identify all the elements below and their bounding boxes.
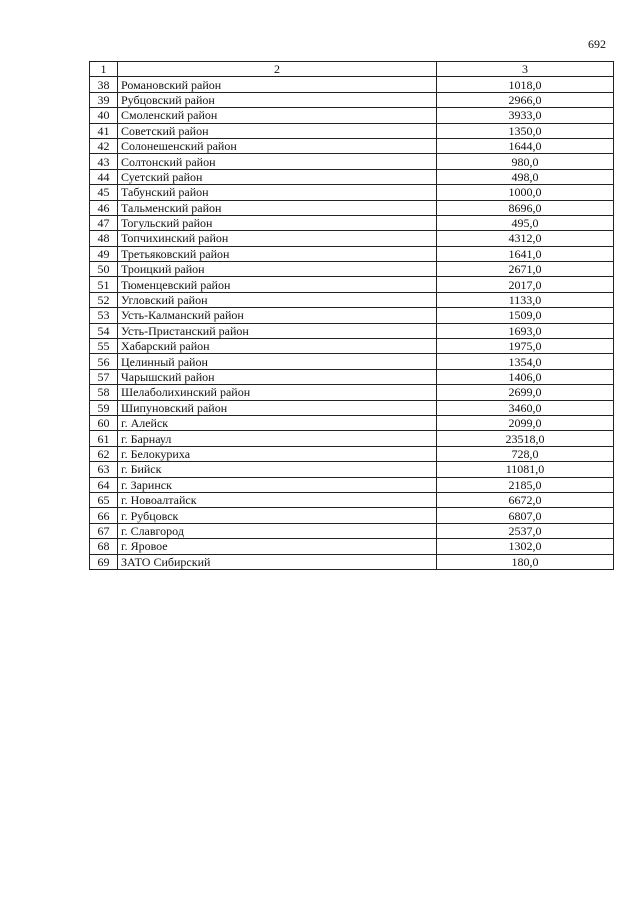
- row-name-cell: Троицкий район: [118, 262, 437, 277]
- header-cell-name: 2: [118, 62, 437, 77]
- table-row: [90, 446, 614, 461]
- row-value-cell: 3460,0: [437, 400, 614, 415]
- row-name-cell: Шелаболихинский район: [118, 385, 437, 400]
- table-row: [90, 185, 614, 200]
- row-number-cell: 68: [90, 539, 118, 554]
- table-row: [90, 292, 614, 307]
- table-row: [90, 339, 614, 354]
- row-name-cell: Суетский район: [118, 169, 437, 184]
- row-value-cell: 495,0: [437, 215, 614, 230]
- data-table: [89, 61, 614, 570]
- table-header-row: [90, 62, 614, 77]
- row-number-cell: 55: [90, 339, 118, 354]
- table-row: [90, 400, 614, 415]
- row-value-cell: 498,0: [437, 169, 614, 184]
- table-row: [90, 462, 614, 477]
- row-value-cell: 728,0: [437, 446, 614, 461]
- header-cell-number: 1: [90, 62, 118, 77]
- table-row: [90, 169, 614, 184]
- row-name-cell: г. Заринск: [118, 477, 437, 492]
- row-number-cell: 43: [90, 154, 118, 169]
- row-value-cell: 1641,0: [437, 246, 614, 261]
- row-value-cell: 2017,0: [437, 277, 614, 292]
- table-row: [90, 354, 614, 369]
- row-value-cell: 1354,0: [437, 354, 614, 369]
- row-value-cell: 4312,0: [437, 231, 614, 246]
- row-name-cell: Тальменский район: [118, 200, 437, 215]
- row-number-cell: 42: [90, 138, 118, 153]
- table-row: [90, 154, 614, 169]
- row-value-cell: 1018,0: [437, 77, 614, 92]
- row-value-cell: 1133,0: [437, 292, 614, 307]
- row-number-cell: 51: [90, 277, 118, 292]
- page-number: 692: [588, 37, 606, 51]
- row-name-cell: Хабарский район: [118, 339, 437, 354]
- row-value-cell: 980,0: [437, 154, 614, 169]
- row-value-cell: 11081,0: [437, 462, 614, 477]
- row-number-cell: 46: [90, 200, 118, 215]
- row-name-cell: г. Рубцовск: [118, 508, 437, 523]
- table-row: [90, 492, 614, 507]
- row-number-cell: 39: [90, 92, 118, 107]
- table-row: [90, 554, 614, 569]
- row-name-cell: Солонешенский район: [118, 138, 437, 153]
- row-name-cell: Третьяковский район: [118, 246, 437, 261]
- row-number-cell: 63: [90, 462, 118, 477]
- row-name-cell: Солтонский район: [118, 154, 437, 169]
- row-value-cell: 8696,0: [437, 200, 614, 215]
- row-number-cell: 48: [90, 231, 118, 246]
- table-row: [90, 431, 614, 446]
- table-row: [90, 215, 614, 230]
- table-row: [90, 200, 614, 215]
- row-name-cell: ЗАТО Сибирский: [118, 554, 437, 569]
- row-name-cell: Смоленский район: [118, 108, 437, 123]
- row-name-cell: г. Новоалтайск: [118, 492, 437, 507]
- row-number-cell: 45: [90, 185, 118, 200]
- row-number-cell: 64: [90, 477, 118, 492]
- row-name-cell: г. Яровое: [118, 539, 437, 554]
- row-number-cell: 47: [90, 215, 118, 230]
- table-row: [90, 539, 614, 554]
- row-number-cell: 56: [90, 354, 118, 369]
- row-name-cell: г. Бийск: [118, 462, 437, 477]
- row-value-cell: 1350,0: [437, 123, 614, 138]
- row-number-cell: 62: [90, 446, 118, 461]
- row-value-cell: 3933,0: [437, 108, 614, 123]
- row-number-cell: 59: [90, 400, 118, 415]
- row-name-cell: Топчихинский район: [118, 231, 437, 246]
- table-row: [90, 77, 614, 92]
- table-row: [90, 369, 614, 384]
- row-number-cell: 67: [90, 523, 118, 538]
- row-number-cell: 58: [90, 385, 118, 400]
- row-value-cell: 1693,0: [437, 323, 614, 338]
- table-body: [90, 77, 614, 570]
- row-name-cell: Табунский район: [118, 185, 437, 200]
- row-name-cell: Рубцовский район: [118, 92, 437, 107]
- table-row: [90, 138, 614, 153]
- row-name-cell: г. Белокуриха: [118, 446, 437, 461]
- table-row: [90, 523, 614, 538]
- row-value-cell: 6672,0: [437, 492, 614, 507]
- row-value-cell: 180,0: [437, 554, 614, 569]
- row-number-cell: 41: [90, 123, 118, 138]
- row-name-cell: Тюменцевский район: [118, 277, 437, 292]
- row-name-cell: г. Барнаул: [118, 431, 437, 446]
- row-number-cell: 50: [90, 262, 118, 277]
- row-value-cell: 1302,0: [437, 539, 614, 554]
- table-row: [90, 92, 614, 107]
- row-value-cell: 2185,0: [437, 477, 614, 492]
- row-name-cell: г. Алейск: [118, 415, 437, 430]
- table-row: [90, 385, 614, 400]
- row-name-cell: Целинный район: [118, 354, 437, 369]
- row-value-cell: 1975,0: [437, 339, 614, 354]
- row-value-cell: 2699,0: [437, 385, 614, 400]
- row-name-cell: Романовский район: [118, 77, 437, 92]
- row-number-cell: 40: [90, 108, 118, 123]
- row-value-cell: 1644,0: [437, 138, 614, 153]
- row-number-cell: 65: [90, 492, 118, 507]
- row-number-cell: 54: [90, 323, 118, 338]
- table-row: [90, 108, 614, 123]
- table-row: [90, 123, 614, 138]
- row-number-cell: 57: [90, 369, 118, 384]
- header-cell-value: 3: [437, 62, 614, 77]
- table-row: [90, 415, 614, 430]
- row-number-cell: 38: [90, 77, 118, 92]
- row-number-cell: 52: [90, 292, 118, 307]
- row-value-cell: 2671,0: [437, 262, 614, 277]
- row-name-cell: Чарышский район: [118, 369, 437, 384]
- row-value-cell: 1406,0: [437, 369, 614, 384]
- row-value-cell: 2537,0: [437, 523, 614, 538]
- table-row: [90, 277, 614, 292]
- table-row: [90, 262, 614, 277]
- row-name-cell: Тогульский район: [118, 215, 437, 230]
- row-name-cell: Усть-Калманский район: [118, 308, 437, 323]
- row-number-cell: 60: [90, 415, 118, 430]
- table-row: [90, 308, 614, 323]
- row-number-cell: 66: [90, 508, 118, 523]
- row-name-cell: Советский район: [118, 123, 437, 138]
- row-name-cell: Усть-Пристанский район: [118, 323, 437, 338]
- row-number-cell: 53: [90, 308, 118, 323]
- row-number-cell: 69: [90, 554, 118, 569]
- table-row: [90, 323, 614, 338]
- row-value-cell: 2966,0: [437, 92, 614, 107]
- row-name-cell: Угловский район: [118, 292, 437, 307]
- row-number-cell: 44: [90, 169, 118, 184]
- row-number-cell: 61: [90, 431, 118, 446]
- row-value-cell: 1509,0: [437, 308, 614, 323]
- row-name-cell: Шипуновский район: [118, 400, 437, 415]
- table-row: [90, 477, 614, 492]
- table-row: [90, 231, 614, 246]
- table-row: [90, 508, 614, 523]
- row-value-cell: 23518,0: [437, 431, 614, 446]
- row-number-cell: 49: [90, 246, 118, 261]
- row-value-cell: 6807,0: [437, 508, 614, 523]
- row-value-cell: 2099,0: [437, 415, 614, 430]
- row-name-cell: г. Славгород: [118, 523, 437, 538]
- table-row: [90, 246, 614, 261]
- row-value-cell: 1000,0: [437, 185, 614, 200]
